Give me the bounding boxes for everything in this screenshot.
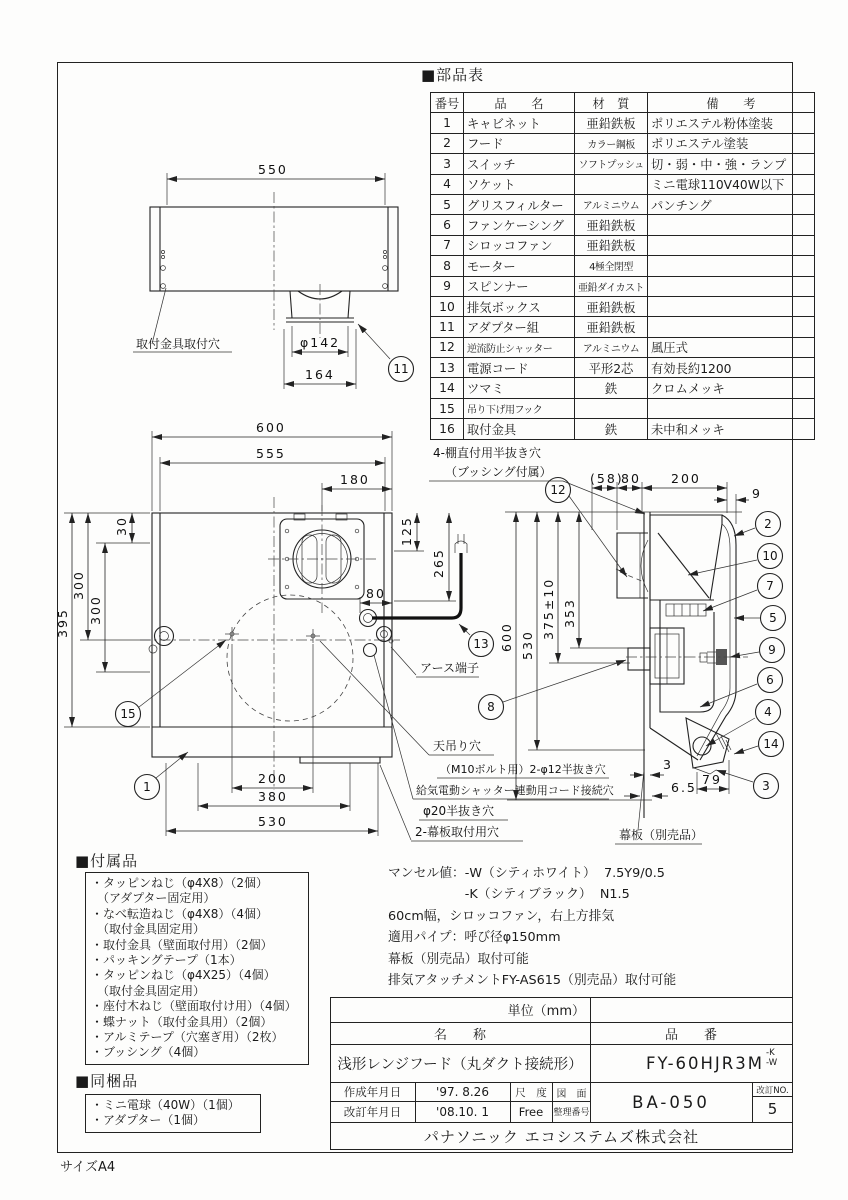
table-row: 5 グリスフィルター アルミニウム パンチング: [431, 194, 815, 214]
callout-1: 1: [143, 780, 151, 794]
list-item: ・アルミテープ（穴塞ぎ用）（2枚）: [91, 1030, 284, 1045]
revision-no: 5: [767, 1100, 778, 1118]
callout-3: 3: [762, 779, 770, 793]
drawing-label-top: 図 面: [556, 1088, 587, 1100]
suffix-k: -K: [766, 1048, 775, 1058]
created-date: '97. 8.26: [436, 1085, 489, 1099]
callout-7: 7: [766, 579, 774, 593]
col-no: 番号: [431, 93, 464, 113]
created-date-label: 作成年月日: [343, 1085, 402, 1099]
callout-15: 15: [120, 707, 136, 721]
spec-notes: [388, 863, 676, 991]
plan-dim-395: 395: [55, 608, 70, 638]
table-row: 14 ツマミ 鉄 クロムメッキ: [431, 378, 815, 398]
plan-dim-530: 530: [258, 814, 288, 829]
table-row: 15 吊り下げ用フック: [431, 398, 815, 418]
scale-value: Free: [518, 1104, 544, 1119]
col-remarks: 備 考: [648, 93, 815, 113]
front-view-drawing: [133, 162, 414, 389]
list-item: ・タッピンねじ（φ4X25）（4個）: [91, 968, 276, 983]
callout-4: 4: [764, 705, 772, 719]
side-dim-6-5: 6.5: [671, 780, 697, 795]
plan-dim-180: 180: [340, 472, 370, 487]
table-row: 16 取付金具 鉄 未中和メッキ: [431, 419, 815, 439]
ceiling-hole-label: 天吊り穴: [433, 739, 482, 753]
plan-dim-380: 380: [258, 789, 288, 804]
callout-8: 8: [487, 700, 495, 714]
revised-date-label: 改訂年月日: [343, 1104, 402, 1119]
list-item: ・取付金具（壁面取付用）（2個）: [91, 937, 273, 952]
unit-label: 単位（mm）: [507, 1004, 585, 1019]
table-row: 6 ファンケーシング 亜鉛鉄板: [431, 215, 815, 235]
table-row: 3 スイッチ ソフトプッシュ 切・弱・中・強・ランプ: [431, 154, 815, 174]
parts-table-header-row: [431, 93, 815, 113]
suffix-w: -W: [766, 1057, 778, 1068]
callout-12: 12: [550, 483, 566, 497]
parts-table-title: ■部品表: [421, 66, 485, 84]
makuita-mount-hole-label: 2-幕板取付用穴: [415, 825, 499, 839]
table-row: 12 逆流防止シャッター アルミニウム 風圧式: [431, 337, 815, 357]
plan-dim-555: 555: [256, 446, 286, 461]
plan-dim-80: 80: [366, 586, 386, 601]
side-dim-3: 3: [663, 757, 673, 772]
table-row: 11 アダプター組 亜鉛鉄板: [431, 317, 815, 337]
revised-date: '08.10. 1: [436, 1104, 489, 1119]
included-title: ■同梱品: [75, 1072, 139, 1090]
part-number-column-label: 品 番: [664, 1027, 717, 1043]
callout-6: 6: [766, 673, 774, 687]
plan-dim-300a: 300: [71, 570, 86, 600]
accessories-title: ■付属品: [75, 852, 139, 870]
included-list: [85, 1094, 261, 1133]
list-item: （アダプター固定用）: [91, 891, 216, 906]
side-dim-600: 600: [499, 622, 514, 652]
table-row: 1 キャビネット 亜鉛鉄板 ポリエステル粉体塗装: [431, 113, 815, 133]
accessories-list: [85, 872, 309, 1065]
table-row: 2 フード カラー鋼板 ポリエステル塗装: [431, 133, 815, 153]
parts-table: [430, 92, 815, 440]
m10-hole-label: （M10ボルト用）2-φ12半抜き穴: [440, 763, 606, 776]
shelf-hole-label-line1: 4-棚直付用半抜き穴: [433, 446, 541, 460]
earth-terminal-label: アース端子: [420, 661, 480, 675]
plan-dim-265: 265: [431, 548, 446, 578]
sheet-size-label: サイズA4: [60, 1160, 116, 1175]
list-item: ・なべ転造ねじ（φ4X8）（4個）: [91, 906, 269, 921]
table-row: 8 モーター 4極全閉型: [431, 256, 815, 276]
makuita-label: 幕板（別売品）: [619, 828, 704, 842]
side-dim-353: 353: [562, 598, 577, 628]
duct-dia-dim: φ142: [300, 335, 341, 350]
table-row: 13 電源コード 平形2芯 有効長約1200: [431, 358, 815, 378]
company-name: パナソニック エコシステムズ株式会社: [423, 1127, 700, 1146]
plan-dim-300b: 300: [88, 595, 103, 625]
side-dim-200: 200: [671, 471, 701, 486]
front-width-dim: 550: [258, 162, 288, 177]
note-line: 排気アタッチメントFY-AS615（別売品）取付可能: [388, 973, 677, 989]
table-row: 4 ソケット ミニ電球110V40W以下: [431, 174, 815, 194]
note-line: 幕板（別売品）取付可能: [388, 951, 529, 967]
note-line: -K（シティブラック） N1.5: [388, 887, 630, 903]
shelf-hole-label-line2: （ブッシング付属）: [445, 465, 552, 479]
supply-cord-hole-label: 給気電動シャッター連動用コード接続穴: [416, 784, 614, 797]
plan-dim-30: 30: [114, 516, 129, 536]
part-number: FY-60HJR3M: [645, 1053, 764, 1073]
duct-width-dim: 164: [305, 367, 335, 382]
side-dim-58: (58): [590, 471, 624, 486]
scale-label: 尺 度: [515, 1086, 547, 1099]
col-material: 材 質: [575, 93, 648, 113]
list-item: ・アダプター（1個）: [91, 1113, 205, 1128]
list-item: ・タッピンねじ（φ4X8）（2個）: [91, 876, 269, 890]
callout-11: 11: [393, 362, 409, 376]
list-item: ・ミニ電球（40W）（1個）: [91, 1098, 240, 1112]
part-number-suffix: [766, 1049, 790, 1068]
revision-no-label: 改訂NO.: [756, 1085, 789, 1096]
product-name: 浅形レンジフード（丸ダクト接続形）: [337, 1056, 583, 1073]
mount-bracket-hole-label: 取付金具取付穴: [136, 337, 221, 351]
side-dim-79: 79: [702, 772, 722, 787]
table-row: 10 排気ボックス 亜鉛鉄板: [431, 296, 815, 316]
plan-dim-200: 200: [258, 771, 288, 786]
list-item: ・パッキングテープ（1本）: [91, 953, 242, 968]
table-row: 9 スピンナー 亜鉛ダイカスト: [431, 276, 815, 296]
callout-2: 2: [764, 517, 772, 531]
side-dim-530: 530: [520, 630, 535, 660]
table-row: 7 シロッコファン 亜鉛鉄板: [431, 235, 815, 255]
note-line: 適用パイプ：呼び径φ150mm: [388, 930, 561, 946]
side-dim-375: 375±10: [541, 577, 556, 640]
callout-9: 9: [768, 643, 776, 657]
note-line: 60cm幅，シロッコファン，右上方排気: [388, 908, 615, 924]
list-item: ・座付木ねじ（壁面取付け用）（4個）: [91, 999, 297, 1014]
list-item: （取付金具固定用）: [91, 983, 206, 998]
callout-5: 5: [769, 611, 777, 625]
name-column-label: 名 称: [433, 1027, 486, 1043]
side-dim-9: 9: [752, 486, 762, 501]
plan-dim-600: 600: [256, 420, 286, 435]
col-name: 品 名: [464, 93, 575, 113]
drawing-number: BA-050: [632, 1092, 710, 1112]
side-dim-80: 80: [621, 471, 641, 486]
callout-10: 10: [762, 549, 778, 563]
list-item: （取付金具固定用）: [91, 922, 206, 937]
callout-14: 14: [763, 737, 779, 751]
phi20-hole-label: φ20半抜き穴: [423, 804, 495, 818]
list-item: ・蝶ナット（取付金具用）（2個）: [91, 1014, 273, 1029]
note-line: マンセル値：-W（シティホワイト） 7.5Y9/0.5: [388, 866, 665, 881]
drawing-label-bottom: 整理番号: [553, 1108, 590, 1118]
list-item: ・ブッシング（4個）: [91, 1045, 206, 1060]
plan-dim-125: 125: [399, 516, 414, 546]
callout-13: 13: [473, 637, 489, 651]
